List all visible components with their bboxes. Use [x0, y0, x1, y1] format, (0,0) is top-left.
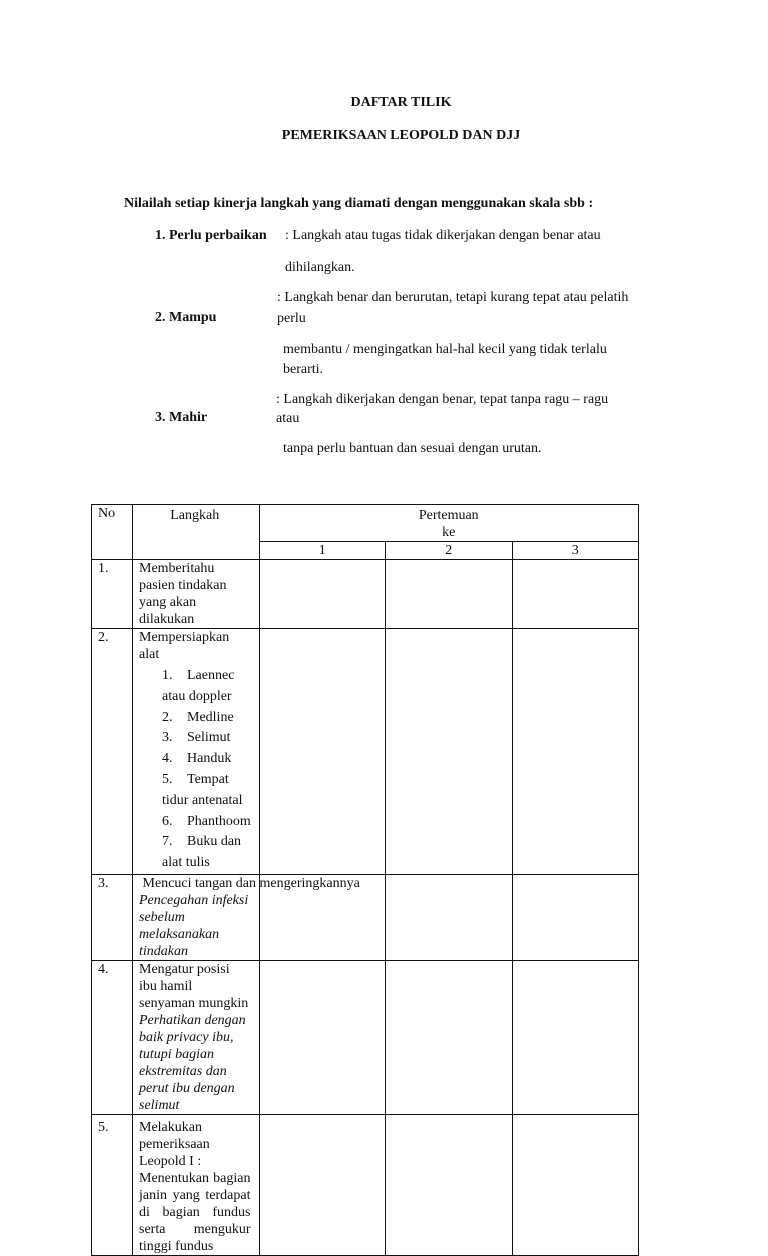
- row-number: 4.: [92, 960, 133, 1114]
- list-item: 3. Selimut: [162, 730, 231, 746]
- score-cell[interactable]: [512, 960, 639, 1114]
- row-step-title: Mencuci tangan dan mengeringkannya: [139, 875, 360, 891]
- document-title: DAFTAR TILIK: [350, 95, 452, 110]
- row-step-title: Melakukan pemeriksaan Leopold I :: [139, 1119, 210, 1169]
- row-step: [133, 874, 360, 960]
- scale-desc-line: : Langkah benar dan berurutan, tetapi kurang tepat atau pelatih: [277, 290, 629, 305]
- row-step-title: Mempersiapkan alat: [139, 630, 230, 662]
- scale-label-mahir: 3. Mahir: [155, 410, 208, 425]
- header-meeting: [259, 505, 639, 542]
- row-step: Memberitahu pasien tindakan yang akan dilakukan: [133, 560, 260, 629]
- header-no: No: [92, 505, 133, 560]
- row-step-note: Pencegahan infeksi sebelum melaksanakan tindakan: [139, 892, 249, 959]
- equipment-list: [139, 666, 251, 874]
- row-number: 2.: [92, 629, 133, 875]
- table-header-row: [92, 505, 639, 542]
- row-step: [133, 629, 260, 875]
- score-cell[interactable]: [259, 1114, 386, 1255]
- row-step-title: Mengatur posisi ibu hamil senyaman mungkin: [139, 961, 249, 1011]
- list-item: 7. Buku dan alat tulis: [162, 834, 242, 871]
- scale-label-perlu-perbaikan: 1. Perlu perbaikan: [155, 228, 267, 243]
- table-row: [92, 629, 639, 875]
- score-cell[interactable]: [512, 629, 639, 875]
- scale-desc-line: tanpa perlu bantuan dan sesuai dengan urutan.: [283, 441, 542, 456]
- row-step: [133, 1114, 260, 1255]
- list-item: 5. Tempat tidur antenatal: [162, 771, 243, 808]
- table-row: [92, 560, 639, 629]
- scale-label-mampu: 2. Mampu: [155, 310, 217, 325]
- meeting-2-header: 2: [386, 542, 513, 560]
- score-cell[interactable]: [512, 560, 639, 629]
- scale-desc-line: dihilangkan.: [285, 260, 355, 275]
- list-item: 1. Laennec atau doppler: [162, 668, 235, 704]
- scale-desc-line: atau: [276, 411, 300, 426]
- scale-desc-line: berarti.: [283, 362, 324, 377]
- score-cell[interactable]: [512, 874, 639, 960]
- table-row: [92, 874, 639, 960]
- score-cell[interactable]: [259, 960, 386, 1114]
- row-step: [133, 960, 260, 1114]
- score-cell[interactable]: [386, 1114, 513, 1255]
- instructions-intro: Nilailah setiap kinerja langkah yang diamati dengan menggunakan skala sbb :: [124, 196, 594, 211]
- scale-desc-line: membantu / mengingatkan hal-hal kecil yang tidak terlalu: [283, 342, 607, 357]
- row-step-detail: Menentukan bagian janin yang terdapat di bagian fundus serta mengukur tinggi fundus: [139, 1170, 251, 1254]
- scale-desc-line: : Langkah dikerjakan dengan benar, tepat tanpa ragu – ragu: [276, 392, 609, 407]
- score-cell[interactable]: [386, 960, 513, 1114]
- score-cell[interactable]: [259, 629, 386, 875]
- document-subtitle: PEMERIKSAAN LEOPOLD DAN DJJ: [281, 128, 521, 143]
- list-item: 6. Phanthoom: [162, 813, 251, 829]
- score-cell[interactable]: [386, 629, 513, 875]
- scale-desc-line: : Langkah atau tugas tidak dikerjakan dengan benar atau: [285, 228, 601, 243]
- header-meeting-line1: Pertemuan: [418, 508, 479, 523]
- score-cell[interactable]: [512, 1114, 639, 1255]
- list-item: 4. Handuk: [162, 751, 232, 767]
- score-cell[interactable]: [259, 560, 386, 629]
- table-row: [92, 960, 639, 1114]
- score-cell[interactable]: [386, 560, 513, 629]
- meeting-1-header: 1: [259, 542, 386, 560]
- row-number: 1.: [92, 560, 133, 629]
- header-step: Langkah: [133, 505, 260, 560]
- table-row: [92, 1114, 639, 1255]
- row-number: 5.: [92, 1114, 133, 1255]
- meeting-3-header: 3: [512, 542, 639, 560]
- checklist-table: [91, 504, 639, 1256]
- header-meeting-line2: ke: [442, 525, 456, 540]
- scale-desc-line: perlu: [277, 311, 306, 326]
- score-cell[interactable]: [386, 874, 513, 960]
- list-item: 2. Medline: [162, 709, 234, 725]
- row-step-note: Perhatikan dengan baik privacy ibu, tutupi bagian ekstremitas dan perut ibu dengan selimut: [139, 1012, 246, 1113]
- row-number: 3.: [92, 874, 133, 960]
